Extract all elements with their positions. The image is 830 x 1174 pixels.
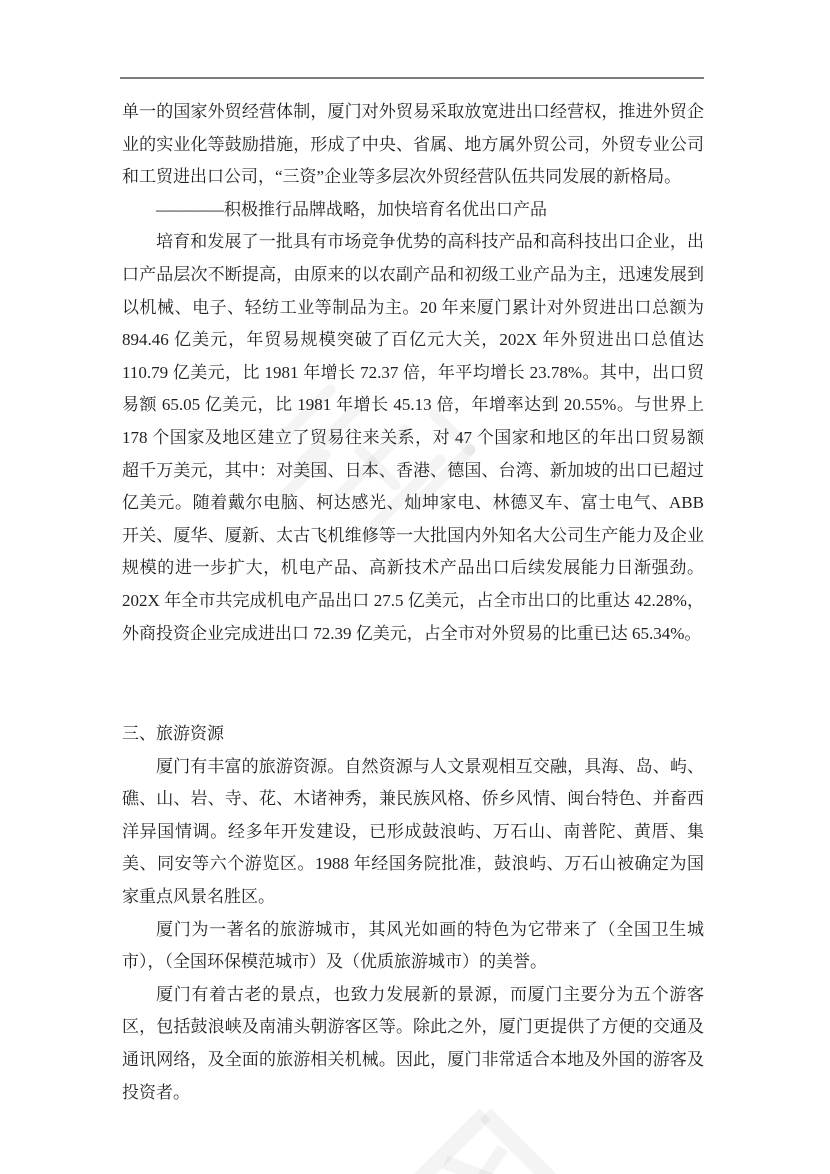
- paragraph-export-statistics: 培育和发展了一批具有市场竞争优势的高科技产品和高科技出口企业，出口产品层次不断提高，由原来的以农副产品和初级工业产品为主，迅速发展到以机械、电子、轻纺工业等制品为主。20 年来厦门累计对外贸进出口总额为 894.46 亿美元，年贸易规模突破了百亿元大关，202X 年外贸进出口总值达 110.79 亿美元，比 1981 年增长 72.37 倍，年平均增长 23.78%。其中，出口贸易额 65.05 亿美元，比 1981 年增长 45.13 倍，年增率达到 20.55%。与世界上 178 个国家及地区建立了贸易往来关系，对 47 个国家和地区的年出口贸易额超千万美元，其中：对美国、日本、香港、德国、台湾、新加坡的出口已超过亿美元。随着戴尔电脑、柯达感光、灿坤家电、林德叉车、富士电气、ABB 开关、厦华、厦新、太古飞机维修等一大批国内外知名大公司生产能力及企业规模的进一步扩大，机电产品、高新技术产品出口后续发展能力日渐强劲。202X 年全市共完成机电产品出口 27.5 亿美元，占全市出口的比重达 42.28%，外商投资企业完成进出口 72.39 亿美元，占全市对外贸易的比重已达 65.34%。: [122, 232, 704, 643]
- paragraph-tourism-overview: 厦门有丰富的旅游资源。自然资源与人文景观相互交融，具海、岛、屿、礁、山、岩、寺、花、木诸神秀，兼民族风格、侨乡风情、闽台特色、并畜西洋异国情调。经多年开发建设，已形成鼓浪屿、万石山、南普陀、黄厝、集美、同安等六个游览区。1988 年经国务院批准，鼓浪屿、万石山被确定为国家重点风景名胜区。: [122, 756, 704, 907]
- header-separator-rule: [120, 77, 704, 79]
- paragraph-tourist-zones: 厦门有着古老的景点，也致力发展新的景源，而厦门主要分为五个游客区，包括鼓浪峡及南浦头朝游客区等。除此之外，厦门更提供了方便的交通及通讯网络，及全面的旅游相关机械。因此，厦门非常适合本地及外国的游客及投资者。: [122, 984, 704, 1102]
- bottom-triangle-logo-watermark: [385, 1100, 605, 1174]
- document-body: [122, 96, 704, 1109]
- paragraph-foreign-trade-system: 单一的国家外贸经营体制，厦门对外贸易采取放宽进出口经营权，推进外贸企业的实业化等鼓励措施，形成了中央、省属、地方属外贸公司，外贸专业公司和工贸进出口公司，“三资”企业等多层次外贸经营队伍共同发展的新格局。: [122, 102, 704, 187]
- section-heading-tourism-resources: 三、旅游资源: [122, 724, 224, 744]
- paragraph-tourism-city-honors: 厦门为一著名的旅游城市，其风光如画的特色为它带来了（全国卫生城市），（全国环保模范城市）及（优质旅游城市）的美誉。: [122, 919, 704, 972]
- paragraph-brand-strategy-subtitle: ————积极推行品牌战略，加快培育名优出口产品: [156, 199, 547, 219]
